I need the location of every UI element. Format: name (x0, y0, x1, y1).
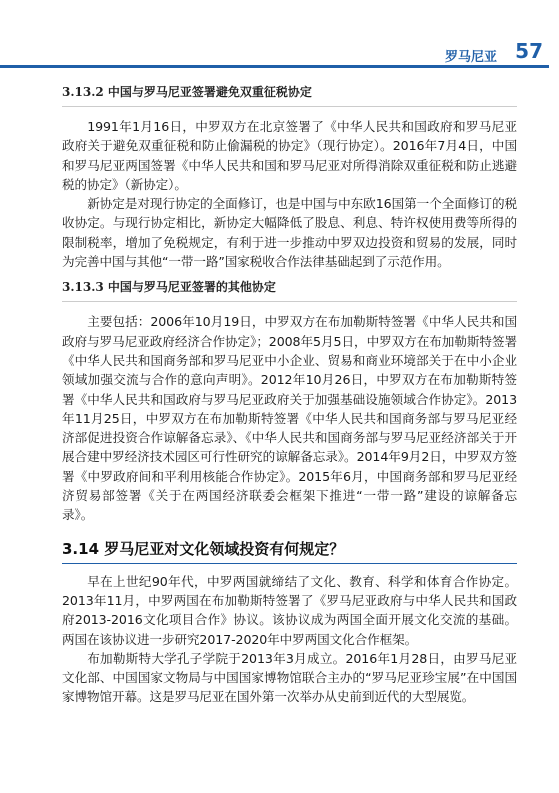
subsection-heading-3-13-2: 3.13.2 中国与罗马尼亚签署避免双重征税协定 (62, 85, 312, 99)
paragraph: 布加勒斯特大学孔子学院于2013年3月成立。2016年1月28日，由罗马尼亚文化部、中国国家文物局与中国国家博物馆联合主办的“罗马尼亚珍宝展”在中国国家博物馆开幕。这是罗马尼亚在国外第一次举办从史前到近代的大型展览。 (62, 650, 517, 705)
header-rule (0, 65, 549, 68)
page-header (0, 38, 559, 78)
paragraph: 主要包括：2006年10月19日，中罗双方在布加勒斯特签署《中华人民共和国政府与罗马尼亚政府经济合作协定》；2008年5月5日，中罗双方在布加勒斯特签署《中华人民共和国商务部和罗马尼亚中小企业、贸易和商业环境部关于在中小企业领域加强交流与合作的意向声明》。2012年10月26日，中罗双方在布加勒斯特签署《中华人民共和国政府与罗马尼亚政府关于加强基础设施领域合作协定》。2013年11月25日，中罗双方在布加勒斯特签署《中华人民共和国商务部与罗马尼亚经济部促进投资合作谅解备忘录》、《中华人民共和国商务部与罗马尼亚经济部关于开展合建中罗经济技术园区可行性研究的谅解备忘录》。2014年9月2日，中罗双方签署《中罗政府间和平利用核能合作协定》。2015年6月，中国商务部和罗马尼亚经济贸易部签署《关于在两国经济联委会框架下推进“一带一路”建设的谅解备忘录》。 (62, 314, 517, 523)
subsection-heading-3-13-3: 3.13.3 中国与罗马尼亚签署的其他协定 (62, 280, 276, 295)
paragraph: 新协定是对现行协定的全面修订，也是中国与中东欧16国第一个全面修订的税收协定。与现行协定相比，新协定大幅降低了股息、利息、特许权使用费等所得的限制税率，增加了免税规定，有利于进一步推动中罗双边投资和贸易的发展，同时为完善中国与其他“一带一路”国家税收合作法律基础起到了示范作用。 (62, 196, 517, 270)
paragraph: 1991年1月16日，中罗双方在北京签署了《中华人民共和国政府和罗马尼亚政府关于避免双重征税和防止偷漏税的协定》（现行协定）。2016年7月4日，中国和罗马尼亚两国签署《中华人民共和国和罗马尼亚对所得消除双重征税和防止逃避税的协定》（新协定）。 (62, 119, 517, 192)
page-body (62, 82, 517, 707)
running-header-country: 罗马尼亚 (444, 50, 497, 65)
section-divider (62, 563, 517, 564)
page-number: 57 (515, 39, 543, 63)
paragraph: 早在上世纪90年代，中罗两国就缔结了文化、教育、科学和体育合作协定。2013年11月，中罗两国在布加勒斯特签署了《罗马尼亚政府与中华人民共和国政府2013-2016文化项目合作》协议。该协议成为两国全面开展文化交流的基础。两国在该协议进一步研究2017-2020年中罗两国文化合作框架。 (62, 573, 517, 647)
section-heading-3-14: 3.14 罗马尼亚对文化领域投资有何规定？ (62, 539, 345, 558)
